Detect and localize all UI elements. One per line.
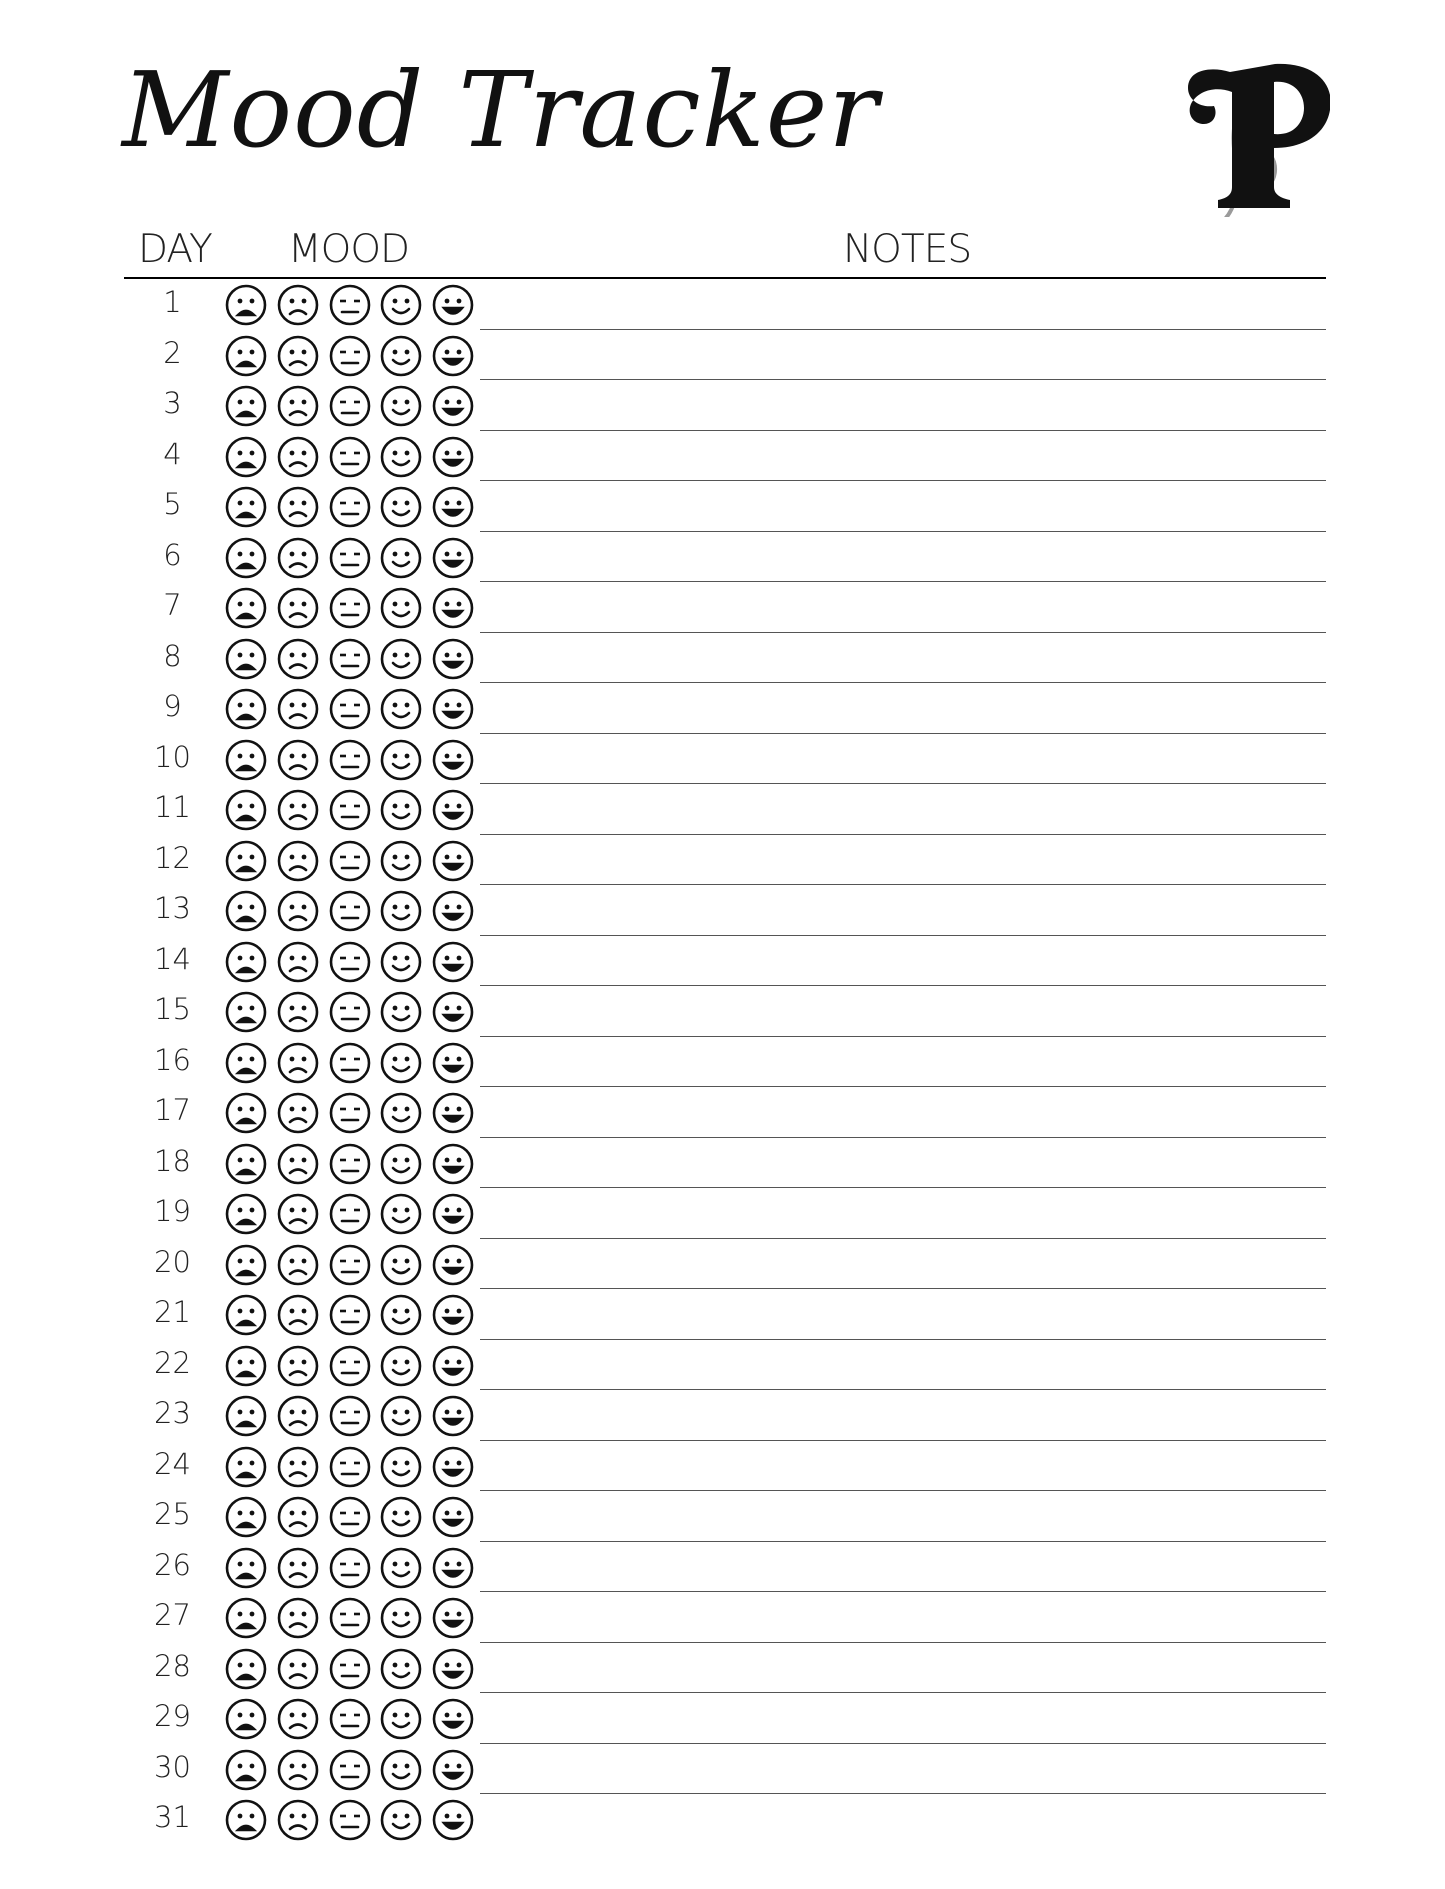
very-sad-face-icon[interactable] bbox=[225, 789, 267, 831]
mood-options bbox=[225, 739, 474, 781]
very-sad-face-icon[interactable] bbox=[225, 1698, 267, 1740]
mood-options bbox=[225, 1799, 474, 1841]
smile-face-icon[interactable] bbox=[380, 385, 422, 427]
day-row bbox=[0, 481, 1445, 532]
day-number: 9 bbox=[163, 689, 182, 723]
sad-face-icon[interactable] bbox=[277, 1547, 319, 1589]
sad-face-icon[interactable] bbox=[277, 1799, 319, 1841]
sad-face-icon[interactable] bbox=[277, 385, 319, 427]
day-row bbox=[0, 784, 1445, 835]
smile-face-icon[interactable] bbox=[380, 436, 422, 478]
day-number: 6 bbox=[163, 537, 182, 572]
day-row bbox=[0, 582, 1445, 633]
happy-face-icon[interactable] bbox=[432, 385, 474, 427]
very-sad-face-icon[interactable] bbox=[225, 587, 267, 629]
happy-face-icon[interactable] bbox=[432, 789, 474, 831]
mood-options bbox=[225, 1345, 474, 1387]
smile-face-icon[interactable] bbox=[380, 486, 422, 528]
day-row bbox=[0, 1188, 1445, 1239]
sad-face-icon[interactable] bbox=[277, 1092, 319, 1134]
neutral-face-icon[interactable] bbox=[329, 789, 371, 831]
mood-options bbox=[225, 890, 474, 932]
very-sad-face-icon[interactable] bbox=[225, 1547, 267, 1589]
very-sad-face-icon[interactable] bbox=[225, 840, 267, 882]
mood-options bbox=[225, 385, 474, 427]
day-number: 26 bbox=[154, 1547, 191, 1582]
day-number: 14 bbox=[154, 941, 191, 976]
very-sad-face-icon[interactable] bbox=[225, 1597, 267, 1639]
very-sad-face-icon[interactable] bbox=[225, 486, 267, 528]
day-number: 31 bbox=[154, 1800, 191, 1834]
day-number: 30 bbox=[154, 1749, 191, 1784]
very-sad-face-icon[interactable] bbox=[225, 1193, 267, 1235]
neutral-face-icon[interactable] bbox=[329, 840, 371, 882]
tracker-rows bbox=[0, 279, 1445, 1845]
happy-face-icon[interactable] bbox=[432, 486, 474, 528]
mood-options bbox=[225, 991, 474, 1033]
sad-face-icon[interactable] bbox=[277, 587, 319, 629]
neutral-face-icon[interactable] bbox=[329, 1547, 371, 1589]
happy-face-icon[interactable] bbox=[432, 537, 474, 579]
sad-face-icon[interactable] bbox=[277, 1294, 319, 1336]
mood-options bbox=[225, 1547, 474, 1589]
day-row bbox=[0, 936, 1445, 987]
mood-options bbox=[225, 1294, 474, 1336]
mood-options bbox=[225, 840, 474, 882]
happy-face-icon[interactable] bbox=[432, 1092, 474, 1134]
sad-face-icon[interactable] bbox=[277, 739, 319, 781]
smile-face-icon[interactable] bbox=[380, 1749, 422, 1791]
mood-options bbox=[225, 1496, 474, 1538]
neutral-face-icon[interactable] bbox=[329, 1698, 371, 1740]
very-sad-face-icon[interactable] bbox=[225, 1648, 267, 1690]
happy-face-icon[interactable] bbox=[432, 1143, 474, 1185]
day-number: 8 bbox=[163, 638, 182, 673]
neutral-face-icon[interactable] bbox=[329, 1648, 371, 1690]
sad-face-icon[interactable] bbox=[277, 1395, 319, 1437]
smile-face-icon[interactable] bbox=[380, 1042, 422, 1084]
day-number: 27 bbox=[154, 1598, 191, 1632]
happy-face-icon[interactable] bbox=[432, 890, 474, 932]
mood-options bbox=[225, 537, 474, 579]
neutral-face-icon[interactable] bbox=[329, 1193, 371, 1235]
day-number: 15 bbox=[154, 992, 191, 1026]
happy-face-icon[interactable] bbox=[432, 1749, 474, 1791]
sad-face-icon[interactable] bbox=[277, 1698, 319, 1740]
happy-face-icon[interactable] bbox=[432, 1597, 474, 1639]
sad-face-icon[interactable] bbox=[277, 991, 319, 1033]
day-row bbox=[0, 633, 1445, 684]
smile-face-icon[interactable] bbox=[380, 1496, 422, 1538]
day-row bbox=[0, 1794, 1445, 1845]
mood-options bbox=[225, 1597, 474, 1639]
sad-face-icon[interactable] bbox=[277, 1042, 319, 1084]
very-sad-face-icon[interactable] bbox=[225, 1749, 267, 1791]
sad-face-icon[interactable] bbox=[277, 1143, 319, 1185]
happy-face-icon[interactable] bbox=[432, 587, 474, 629]
day-number: 25 bbox=[154, 1497, 191, 1531]
neutral-face-icon[interactable] bbox=[329, 1395, 371, 1437]
neutral-face-icon[interactable] bbox=[329, 1092, 371, 1134]
day-row bbox=[0, 1138, 1445, 1189]
day-row bbox=[0, 330, 1445, 381]
happy-face-icon[interactable] bbox=[432, 284, 474, 326]
very-sad-face-icon[interactable] bbox=[225, 1395, 267, 1437]
sad-face-icon[interactable] bbox=[277, 890, 319, 932]
smile-face-icon[interactable] bbox=[380, 1345, 422, 1387]
day-number: 1 bbox=[163, 285, 182, 319]
smile-face-icon[interactable] bbox=[380, 284, 422, 326]
neutral-face-icon[interactable] bbox=[329, 284, 371, 326]
smile-face-icon[interactable] bbox=[380, 890, 422, 932]
mood-options bbox=[225, 1143, 474, 1185]
very-sad-face-icon[interactable] bbox=[225, 991, 267, 1033]
mood-options bbox=[225, 789, 474, 831]
happy-face-icon[interactable] bbox=[432, 840, 474, 882]
mood-options bbox=[225, 486, 474, 528]
smile-face-icon[interactable] bbox=[380, 1092, 422, 1134]
mood-options bbox=[225, 1244, 474, 1286]
very-sad-face-icon[interactable] bbox=[225, 335, 267, 377]
very-sad-face-icon[interactable] bbox=[225, 1042, 267, 1084]
sad-face-icon[interactable] bbox=[277, 1648, 319, 1690]
happy-face-icon[interactable] bbox=[432, 1446, 474, 1488]
page-title: Mood Tracker bbox=[122, 49, 879, 171]
smile-face-icon[interactable] bbox=[380, 587, 422, 629]
smile-face-icon[interactable] bbox=[380, 1395, 422, 1437]
happy-face-icon[interactable] bbox=[432, 1395, 474, 1437]
very-sad-face-icon[interactable] bbox=[225, 1345, 267, 1387]
neutral-face-icon[interactable] bbox=[329, 335, 371, 377]
sad-face-icon[interactable] bbox=[277, 840, 319, 882]
mood-options bbox=[225, 436, 474, 478]
mood-options bbox=[225, 1648, 474, 1690]
happy-face-icon[interactable] bbox=[432, 1193, 474, 1235]
smile-face-icon[interactable] bbox=[380, 1648, 422, 1690]
day-number: 7 bbox=[163, 588, 182, 622]
very-sad-face-icon[interactable] bbox=[225, 890, 267, 932]
neutral-face-icon[interactable] bbox=[329, 1496, 371, 1538]
neutral-face-icon[interactable] bbox=[329, 1446, 371, 1488]
happy-face-icon[interactable] bbox=[432, 1698, 474, 1740]
happy-face-icon[interactable] bbox=[432, 1547, 474, 1589]
sad-face-icon[interactable] bbox=[277, 688, 319, 730]
day-number: 11 bbox=[154, 790, 191, 824]
sad-face-icon[interactable] bbox=[277, 335, 319, 377]
mood-options bbox=[225, 335, 474, 377]
sad-face-icon[interactable] bbox=[277, 789, 319, 831]
sad-face-icon[interactable] bbox=[277, 537, 319, 579]
day-row bbox=[0, 1037, 1445, 1088]
day-row bbox=[0, 683, 1445, 734]
day-row bbox=[0, 279, 1445, 330]
smile-face-icon[interactable] bbox=[380, 1446, 422, 1488]
p-monogram-logo bbox=[1170, 52, 1330, 217]
smile-face-icon[interactable] bbox=[380, 1244, 422, 1286]
day-number: 12 bbox=[154, 840, 191, 875]
day-row bbox=[0, 1491, 1445, 1542]
day-row bbox=[0, 986, 1445, 1037]
very-sad-face-icon[interactable] bbox=[225, 284, 267, 326]
smile-face-icon[interactable] bbox=[380, 840, 422, 882]
day-row bbox=[0, 1239, 1445, 1290]
sad-face-icon[interactable] bbox=[277, 1597, 319, 1639]
happy-face-icon[interactable] bbox=[432, 1244, 474, 1286]
neutral-face-icon[interactable] bbox=[329, 1143, 371, 1185]
very-sad-face-icon[interactable] bbox=[225, 941, 267, 983]
neutral-face-icon[interactable] bbox=[329, 587, 371, 629]
very-sad-face-icon[interactable] bbox=[225, 1446, 267, 1488]
sad-face-icon[interactable] bbox=[277, 1496, 319, 1538]
sad-face-icon[interactable] bbox=[277, 1244, 319, 1286]
day-number: 18 bbox=[154, 1143, 191, 1178]
day-row bbox=[0, 885, 1445, 936]
happy-face-icon[interactable] bbox=[432, 1345, 474, 1387]
day-row bbox=[0, 380, 1445, 431]
sad-face-icon[interactable] bbox=[277, 436, 319, 478]
day-number: 13 bbox=[154, 891, 191, 925]
neutral-face-icon[interactable] bbox=[329, 1799, 371, 1841]
day-number: 19 bbox=[154, 1194, 191, 1228]
happy-face-icon[interactable] bbox=[432, 1496, 474, 1538]
mood-options bbox=[225, 1749, 474, 1791]
smile-face-icon[interactable] bbox=[380, 1698, 422, 1740]
mood-column-header: MOOD bbox=[288, 227, 410, 272]
day-column-header: DAY bbox=[138, 227, 212, 272]
happy-face-icon[interactable] bbox=[432, 739, 474, 781]
smile-face-icon[interactable] bbox=[380, 1193, 422, 1235]
neutral-face-icon[interactable] bbox=[329, 486, 371, 528]
very-sad-face-icon[interactable] bbox=[225, 1799, 267, 1841]
day-number: 5 bbox=[163, 487, 182, 521]
sad-face-icon[interactable] bbox=[277, 1749, 319, 1791]
sad-face-icon[interactable] bbox=[277, 941, 319, 983]
smile-face-icon[interactable] bbox=[380, 1294, 422, 1336]
happy-face-icon[interactable] bbox=[432, 335, 474, 377]
day-row bbox=[0, 431, 1445, 482]
smile-face-icon[interactable] bbox=[380, 1799, 422, 1841]
smile-face-icon[interactable] bbox=[380, 638, 422, 680]
day-row bbox=[0, 1542, 1445, 1593]
happy-face-icon[interactable] bbox=[432, 941, 474, 983]
day-row bbox=[0, 1643, 1445, 1694]
sad-face-icon[interactable] bbox=[277, 638, 319, 680]
smile-face-icon[interactable] bbox=[380, 1547, 422, 1589]
day-number: 17 bbox=[154, 1093, 191, 1127]
mood-options bbox=[225, 1092, 474, 1134]
day-number: 21 bbox=[154, 1295, 191, 1329]
neutral-face-icon[interactable] bbox=[329, 1749, 371, 1791]
neutral-face-icon[interactable] bbox=[329, 385, 371, 427]
very-sad-face-icon[interactable] bbox=[225, 537, 267, 579]
day-number: 28 bbox=[154, 1648, 191, 1683]
neutral-face-icon[interactable] bbox=[329, 1042, 371, 1084]
day-row bbox=[0, 1289, 1445, 1340]
sad-face-icon[interactable] bbox=[277, 1345, 319, 1387]
day-number: 24 bbox=[154, 1446, 191, 1481]
mood-options bbox=[225, 941, 474, 983]
mood-options bbox=[225, 1193, 474, 1235]
smile-face-icon[interactable] bbox=[380, 688, 422, 730]
smile-face-icon[interactable] bbox=[380, 537, 422, 579]
very-sad-face-icon[interactable] bbox=[225, 385, 267, 427]
very-sad-face-icon[interactable] bbox=[225, 1244, 267, 1286]
happy-face-icon[interactable] bbox=[432, 1799, 474, 1841]
sad-face-icon[interactable] bbox=[277, 284, 319, 326]
mood-options bbox=[225, 1395, 474, 1437]
day-row bbox=[0, 734, 1445, 785]
very-sad-face-icon[interactable] bbox=[225, 688, 267, 730]
sad-face-icon[interactable] bbox=[277, 1446, 319, 1488]
very-sad-face-icon[interactable] bbox=[225, 739, 267, 781]
day-number: 23 bbox=[154, 1396, 191, 1430]
day-row bbox=[0, 1340, 1445, 1391]
mood-options bbox=[225, 638, 474, 680]
neutral-face-icon[interactable] bbox=[329, 739, 371, 781]
day-number: 10 bbox=[154, 739, 191, 774]
neutral-face-icon[interactable] bbox=[329, 638, 371, 680]
smile-face-icon[interactable] bbox=[380, 991, 422, 1033]
happy-face-icon[interactable] bbox=[432, 1294, 474, 1336]
very-sad-face-icon[interactable] bbox=[225, 436, 267, 478]
day-row bbox=[0, 1441, 1445, 1492]
neutral-face-icon[interactable] bbox=[329, 890, 371, 932]
sad-face-icon[interactable] bbox=[277, 486, 319, 528]
neutral-face-icon[interactable] bbox=[329, 688, 371, 730]
smile-face-icon[interactable] bbox=[380, 941, 422, 983]
mood-options bbox=[225, 587, 474, 629]
day-row bbox=[0, 1390, 1445, 1441]
happy-face-icon[interactable] bbox=[432, 688, 474, 730]
day-number: 29 bbox=[154, 1699, 191, 1733]
very-sad-face-icon[interactable] bbox=[225, 1092, 267, 1134]
day-row bbox=[0, 1087, 1445, 1138]
mood-options bbox=[225, 1698, 474, 1740]
smile-face-icon[interactable] bbox=[380, 789, 422, 831]
happy-face-icon[interactable] bbox=[432, 638, 474, 680]
very-sad-face-icon[interactable] bbox=[225, 638, 267, 680]
happy-face-icon[interactable] bbox=[432, 991, 474, 1033]
neutral-face-icon[interactable] bbox=[329, 1345, 371, 1387]
neutral-face-icon[interactable] bbox=[329, 537, 371, 579]
day-row bbox=[0, 835, 1445, 886]
day-row bbox=[0, 1592, 1445, 1643]
happy-face-icon[interactable] bbox=[432, 1648, 474, 1690]
day-number: 20 bbox=[154, 1244, 191, 1279]
day-row bbox=[0, 1744, 1445, 1795]
day-number: 22 bbox=[154, 1345, 191, 1380]
mood-options bbox=[225, 1446, 474, 1488]
day-row bbox=[0, 532, 1445, 583]
neutral-face-icon[interactable] bbox=[329, 941, 371, 983]
mood-options bbox=[225, 284, 474, 326]
happy-face-icon[interactable] bbox=[432, 1042, 474, 1084]
day-number: 16 bbox=[154, 1042, 191, 1077]
day-number: 2 bbox=[163, 335, 182, 370]
neutral-face-icon[interactable] bbox=[329, 436, 371, 478]
day-number: 3 bbox=[163, 386, 182, 420]
neutral-face-icon[interactable] bbox=[329, 991, 371, 1033]
smile-face-icon[interactable] bbox=[380, 1597, 422, 1639]
mood-options bbox=[225, 688, 474, 730]
happy-face-icon[interactable] bbox=[432, 436, 474, 478]
very-sad-face-icon[interactable] bbox=[225, 1143, 267, 1185]
mood-options bbox=[225, 1042, 474, 1084]
neutral-face-icon[interactable] bbox=[329, 1294, 371, 1336]
very-sad-face-icon[interactable] bbox=[225, 1294, 267, 1336]
day-number: 4 bbox=[163, 436, 182, 471]
smile-face-icon[interactable] bbox=[380, 1143, 422, 1185]
sad-face-icon[interactable] bbox=[277, 1193, 319, 1235]
smile-face-icon[interactable] bbox=[380, 739, 422, 781]
notes-column-header: NOTES bbox=[843, 227, 972, 272]
neutral-face-icon[interactable] bbox=[329, 1597, 371, 1639]
day-row bbox=[0, 1693, 1445, 1744]
neutral-face-icon[interactable] bbox=[329, 1244, 371, 1286]
very-sad-face-icon[interactable] bbox=[225, 1496, 267, 1538]
smile-face-icon[interactable] bbox=[380, 335, 422, 377]
